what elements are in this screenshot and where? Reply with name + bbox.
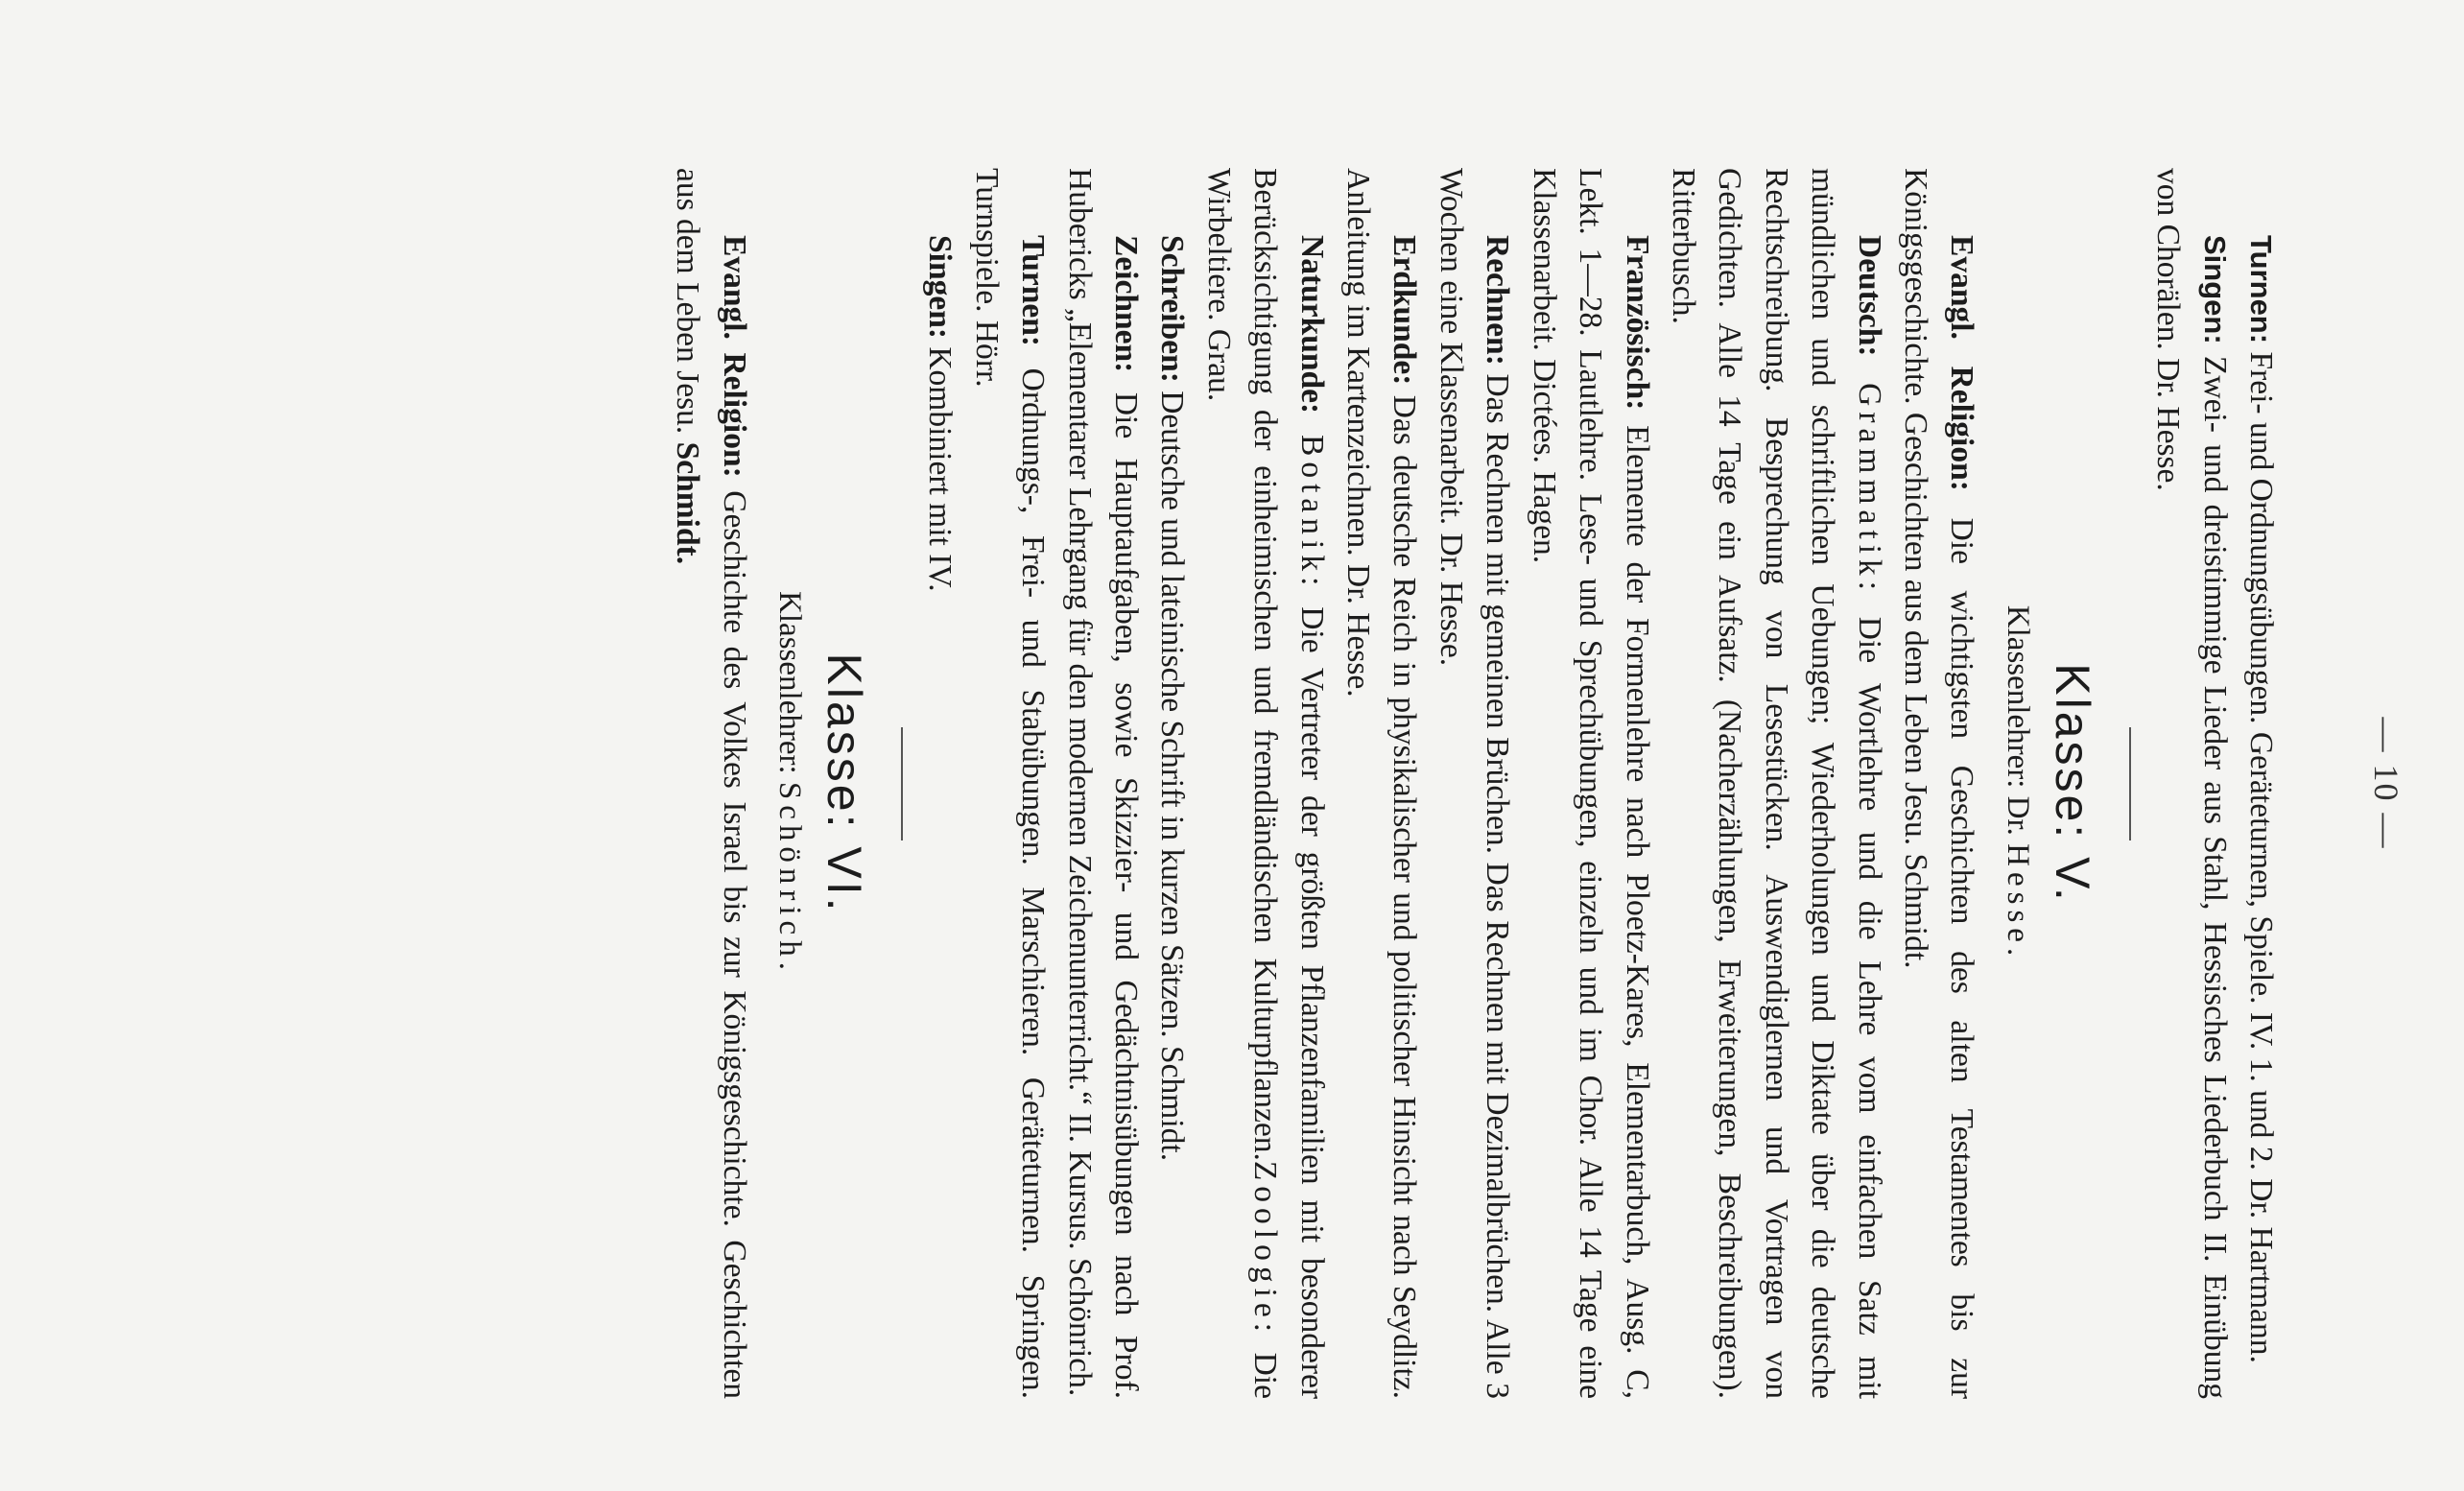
paragraph-text: Elemente der Formenlehre nach Ploetz-Kares, Elementarbuch, Ausg. C, Lekt. 1—28. Lautlehre. Lese- und Sprechübungen, einzeln und im Chor. Alle 14 Tage eine Klassenarbeit. Dictées. Hagen.: [1526, 168, 1655, 1399]
page-number: — 10 —: [2367, 717, 2405, 850]
paragraph-singen-iv: [2144, 168, 2238, 1399]
paragraph-v-singen: [916, 168, 962, 1399]
paragraph-v-naturkunde: [1195, 168, 1334, 1399]
paragraph-text: Das Rechnen mit gemeinen Brüchen. Das Rechnen mit Dezimalbrüchen. Alle 3 Wochen eine Klassenarbeit. Dr. Hesse.: [1433, 168, 1516, 1399]
paragraph-vi-religion: [664, 168, 757, 1399]
paragraph-text: Die Hauptaufgaben, sowie Skizzier- und Gedächtnisübungen nach Prof. Hubericks „Elementarer Lehrgang für den modernen Zeichenunterricht.“ II. Kursus. Schönrich.: [1061, 168, 1145, 1399]
subject-label: Turnen:: [2244, 235, 2278, 344]
subject-label: Schreiben:: [1154, 235, 1191, 383]
paragraph-text: Kombiniert mit IV.: [922, 338, 959, 592]
paragraph-text: Deutsche und lateinische Schrift in kurzen Sätzen. Schmidt.: [1154, 382, 1191, 1162]
subject-label: Erdkunde:: [1386, 235, 1423, 386]
paragraph-v-erdkunde: [1335, 168, 1428, 1399]
paragraph-v-rechnen: [1428, 168, 1521, 1399]
paragraph-v-religion: [1892, 168, 1985, 1399]
paragraph-text: Frei- und Ordnungsübungen. Geräteturnen, Spiele. IV. 1. und 2. Dr. Hartmann.: [2243, 343, 2279, 1363]
topic-label: Grammatik:: [1851, 356, 1887, 597]
section-divider: [901, 727, 903, 840]
subject-label: Singen:: [2197, 235, 2232, 344]
class-v-teacher: [1994, 168, 2040, 1399]
paragraph-text: Ordnungs-, Frei- und Stabübungen. Marschieren. Geräteturnen. Springen. Turnspiele. Hörr.: [968, 168, 1052, 1399]
subject-label: Turnen:: [1015, 235, 1052, 347]
paragraph-turnen-iv: [2238, 168, 2284, 1399]
paragraph-text: Die Wirbeltiere. Grau.: [1200, 168, 1284, 1399]
topic-label: Botanik:: [1293, 414, 1330, 592]
subject-label: Rechnen:: [1480, 235, 1516, 366]
paragraph-v-turnen: [962, 168, 1055, 1399]
teacher-name: Schönrich.: [772, 781, 808, 976]
subject-label: Zeichnen:: [1108, 235, 1145, 373]
section-divider: [2129, 727, 2131, 840]
paragraph-text: Die Vertreter der größten Pflanzenfamilien mit besonderer Berücksichtigung der einheimischen und fremdländischen Kulturpflanzen.: [1247, 168, 1330, 1399]
class-vi-heading: Klasse: VI.: [817, 652, 872, 914]
teacher-prefix: Klassenlehrer:: [772, 591, 808, 782]
subject-label: Evangl. Religion:: [716, 235, 752, 478]
paragraph-text: Geschichte des Volkes Israel bis zur Königsgeschichte. Geschichten aus dem Leben Jesu.: [670, 168, 752, 1399]
paragraph-text: Zwei- und dreistimmige Lieder aus Stahl, Hessisches Liederbuch II. Einübung von Chorälen. Dr. Hesse.: [2150, 168, 2233, 1399]
paragraph-v-zeichnen: [1055, 168, 1149, 1399]
teacher-prefix: Klassenlehrer: Dr.: [2000, 604, 2035, 844]
paragraph-text: Die Wortlehre und die Lehre vom einfachen Satz mit mündlichen und schriftlichen Uebungen; Wiederholungen und Diktate über die deutsche Rechtschreibung. Besprechung von Lesestücken. Auswendiglernen und Vortragen von Gedichten. Alle 14 Tage ein Aufsatz. (Nacherzählungen, Erweiterungen, Beschreibungen). Ritterbusch.: [1665, 168, 1887, 1399]
teacher-signature: Schmidt.: [670, 434, 706, 565]
subject-label: Naturkunde:: [1293, 235, 1330, 414]
paragraph-v-franzoesisch: [1520, 168, 1659, 1399]
subject-label: Singen:: [922, 235, 959, 339]
paragraph-text: Die wichtigsten Geschichten des alten Testamentes bis zur Königsgeschichte. Geschichten aus dem Leben Jesu. Schmidt.: [1897, 168, 1980, 1399]
subject-label: Deutsch:: [1851, 235, 1887, 357]
subject-label: Evangl. Religion:: [1944, 235, 1980, 491]
class-v-heading: Klasse: V.: [2045, 663, 2099, 904]
class-vi-teacher: [767, 168, 813, 1399]
topic-label: Zoologie:: [1247, 1160, 1284, 1338]
paragraph-text: Das deutsche Reich in physikalischer und politischer Hinsicht nach Seydlitz. Anleitung im Kartenzeichnen. Dr. Hesse.: [1340, 168, 1423, 1399]
paragraph-v-schreiben: [1149, 168, 1195, 1399]
subject-label: Französisch:: [1619, 235, 1655, 411]
paragraph-v-deutsch: [1660, 168, 1892, 1399]
teacher-name: Hesse.: [2000, 843, 2035, 962]
